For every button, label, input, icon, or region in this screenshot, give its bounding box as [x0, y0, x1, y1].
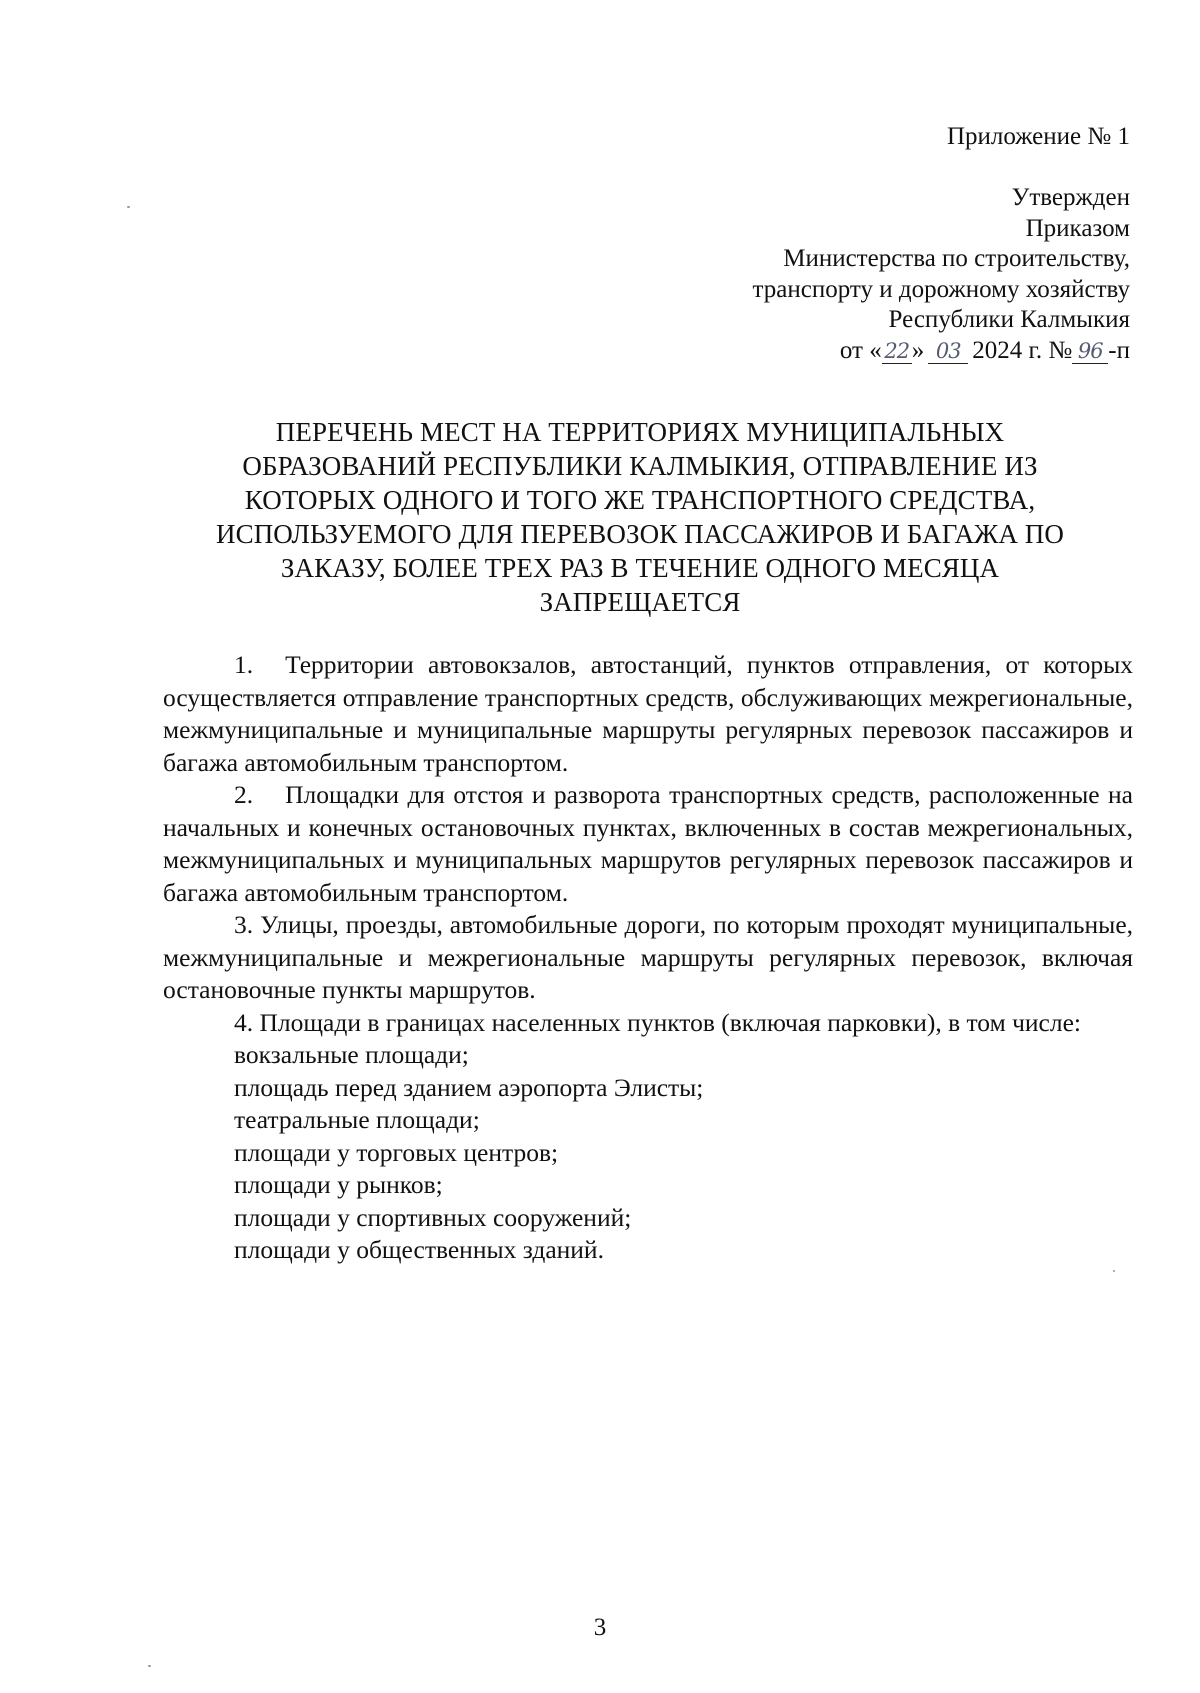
sub-list-item: площади у спортивных сооружений;: [234, 1202, 632, 1232]
item-number: 4.: [234, 1007, 254, 1037]
document-title: [150, 415, 1130, 619]
item-number: 3.: [234, 910, 254, 939]
sub-list-item: площади у торговых центров;: [234, 1137, 559, 1167]
page-number: 3: [593, 1614, 607, 1641]
document-body: [163, 649, 1133, 1267]
scan-speck: [1113, 1270, 1115, 1272]
handwritten-month: 03: [928, 339, 968, 364]
sub-list-item: площади у рынков;: [234, 1170, 443, 1199]
date-prefix: от «: [839, 336, 882, 364]
approval-line: Приказом: [1025, 214, 1130, 242]
item-text: Территории автовокзалов, автостанций, пунктов отправления, от которых осуществляется отправление транспортных средств, обслуживающих межрегиональные, межмуниципальные и муниципальные маршруты регулярных перевозок пассажиров и багажа автомобильным транспортом.: [163, 650, 1133, 777]
approval-line: транспорту и дорожному хозяйству: [752, 275, 1130, 303]
sub-list-item: вокзальные площади;: [234, 1040, 469, 1069]
title-line: ИСПОЛЬЗУЕМОГО ДЛЯ ПЕРЕВОЗОК ПАССАЖИРОВ И БАГАЖА ПО: [216, 519, 1064, 549]
date-year: 2024 г. №: [972, 336, 1073, 364]
handwritten-day: 22: [882, 339, 912, 364]
list-item: [163, 1007, 1133, 1040]
sub-list-item: площади у общественных зданий.: [234, 1235, 604, 1264]
item-number: 2.: [234, 780, 254, 809]
order-suffix: -п: [1108, 336, 1130, 364]
list-item: [163, 649, 1133, 779]
approval-date-line: [560, 336, 1130, 367]
approval-line: Утвержден: [1011, 184, 1130, 211]
sub-list-item: площадь перед зданием аэропорта Элисты;: [234, 1072, 704, 1102]
title-line: ЗАКАЗУ, БОЛЕЕ ТРЕХ РАЗ В ТЕЧЕНИЕ ОДНОГО МЕСЯЦА: [280, 553, 1000, 583]
title-line: ПЕРЕЧЕНЬ МЕСТ НА ТЕРРИТОРИЯХ МУНИЦИПАЛЬНЫХ: [275, 417, 1005, 447]
item-number: 1.: [234, 650, 254, 679]
appendix-label: Приложение № 1: [946, 123, 1130, 150]
handwritten-order-number: 96: [1072, 339, 1108, 364]
scan-speck: [148, 1665, 151, 1667]
title-line: КОТОРЫХ ОДНОГО И ТОГО ЖЕ ТРАНСПОРТНОГО СРЕДСТВА,: [244, 485, 1036, 515]
scan-speck: [127, 206, 130, 208]
approval-block: [560, 183, 1130, 366]
sub-list-item: театральные площади;: [234, 1105, 480, 1134]
date-mid: »: [911, 336, 925, 364]
list-item: [163, 779, 1133, 909]
title-line: ЗАПРЕЩАЕТСЯ: [539, 587, 741, 617]
approval-line: Министерства по строительству,: [783, 245, 1130, 272]
item-text: Площадки для отстоя и разворота транспортных средств, расположенные на начальных и конечных остановочных пунктах, включенных в состав межрегиональных, межмуниципальных и муниципальных маршрутов регулярных перевозок пассажиров и багажа автомобильным транспортом.: [163, 780, 1133, 907]
title-line: ОБРАЗОВАНИЙ РЕСПУБЛИКИ КАЛМЫКИЯ, ОТПРАВЛЕНИЕ ИЗ: [242, 451, 1038, 481]
list-item: [163, 909, 1133, 1007]
approval-line: Республики Калмыкия: [888, 306, 1130, 333]
item-text: Площади в границах населенных пунктов (включая парковки), в том числе:: [259, 1007, 1082, 1037]
item-text: Улицы, проезды, автомобильные дороги, по которым проходят муниципальные, межмуниципальные и межрегиональные маршруты регулярных перевозок, включая остановочные пункты маршрутов.: [163, 910, 1134, 1004]
